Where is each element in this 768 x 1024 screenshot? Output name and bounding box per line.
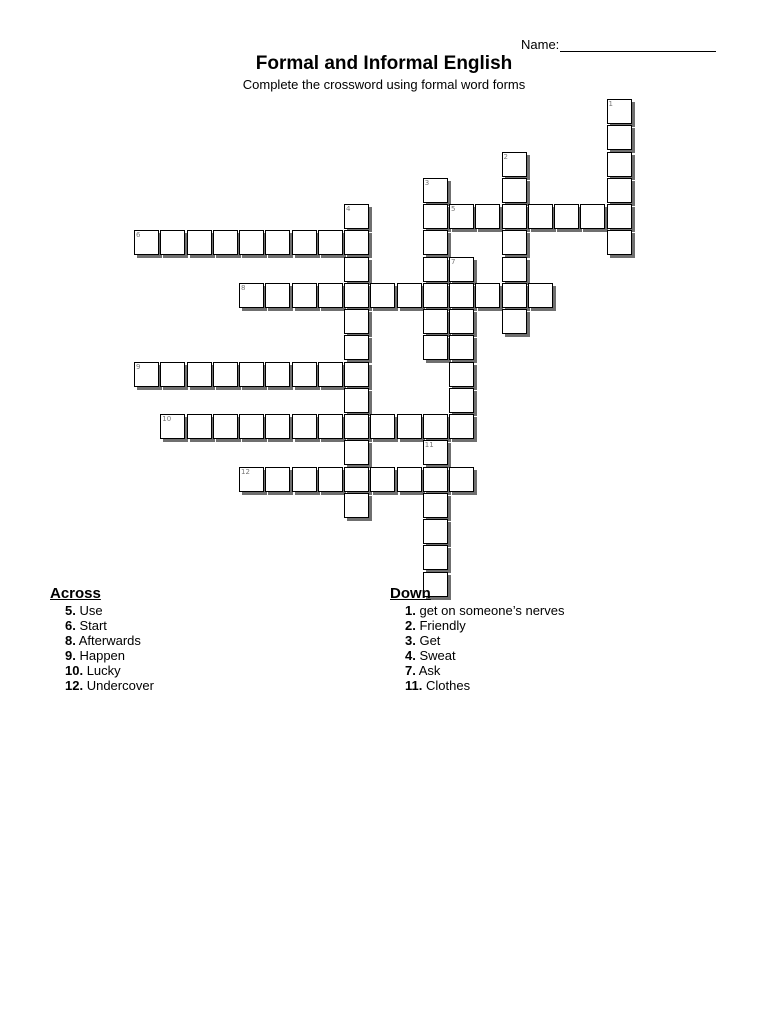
crossword-cell[interactable] xyxy=(344,257,369,282)
crossword-cell[interactable] xyxy=(187,362,212,387)
clue-across: 9. Happen xyxy=(65,648,126,663)
crossword-cell[interactable] xyxy=(528,283,553,308)
crossword-cell[interactable] xyxy=(449,204,474,229)
crossword-cell[interactable] xyxy=(423,467,448,492)
crossword-cell[interactable] xyxy=(449,388,474,413)
down-clues xyxy=(390,585,565,693)
crossword-cell[interactable] xyxy=(265,362,290,387)
crossword-cell[interactable] xyxy=(397,283,422,308)
crossword-cell[interactable] xyxy=(344,204,369,229)
crossword-cell[interactable] xyxy=(318,230,343,255)
clue-across: 5. Use xyxy=(65,603,103,618)
across-clues xyxy=(50,585,154,693)
clue-number: 7 xyxy=(451,257,456,266)
crossword-cell[interactable] xyxy=(239,362,264,387)
crossword-cell[interactable] xyxy=(292,283,317,308)
crossword-cell[interactable] xyxy=(187,414,212,439)
crossword-cell[interactable] xyxy=(160,362,185,387)
crossword-cell[interactable] xyxy=(134,230,159,255)
crossword-cell[interactable] xyxy=(397,467,422,492)
clue-number: 6 xyxy=(136,231,141,240)
crossword-cell[interactable] xyxy=(318,467,343,492)
crossword-cell[interactable] xyxy=(265,283,290,308)
crossword-cell[interactable] xyxy=(344,388,369,413)
crossword-cell[interactable] xyxy=(344,440,369,465)
crossword-cell[interactable] xyxy=(318,283,343,308)
crossword-cell[interactable] xyxy=(318,362,343,387)
crossword-cell[interactable] xyxy=(502,230,527,255)
crossword-cell[interactable] xyxy=(502,204,527,229)
crossword-cell[interactable] xyxy=(344,309,369,334)
crossword-cell[interactable] xyxy=(449,283,474,308)
clue-down: 2. Friendly xyxy=(405,618,466,633)
crossword-cell[interactable] xyxy=(160,230,185,255)
clue-number: 4 xyxy=(346,205,351,213)
across-heading: Across xyxy=(50,585,101,602)
crossword-cell[interactable] xyxy=(423,204,448,229)
crossword-cell[interactable] xyxy=(370,414,395,439)
crossword-cell[interactable] xyxy=(502,152,527,177)
clue-down: 11. Clothes xyxy=(405,678,471,693)
clue-number: 12 xyxy=(241,467,250,476)
crossword-cell[interactable] xyxy=(449,257,474,282)
crossword-cell[interactable] xyxy=(213,362,238,387)
crossword-cell[interactable] xyxy=(528,204,553,229)
crossword-cell[interactable] xyxy=(423,178,448,203)
crossword-cell[interactable] xyxy=(187,230,212,255)
page-subtitle: Complete the crossword using formal word forms xyxy=(242,77,526,92)
crossword-cell[interactable] xyxy=(344,467,369,492)
crossword-cell[interactable] xyxy=(397,414,422,439)
clue-number: 8 xyxy=(241,283,246,292)
crossword-cell[interactable] xyxy=(449,309,474,334)
crossword-cell[interactable] xyxy=(449,362,474,387)
crossword-cell[interactable] xyxy=(292,230,317,255)
clue-number: 5 xyxy=(451,205,456,213)
crossword-cell[interactable] xyxy=(423,230,448,255)
crossword-cell[interactable] xyxy=(239,230,264,255)
crossword-cell[interactable] xyxy=(580,204,605,229)
down-heading: Down xyxy=(390,585,431,602)
crossword-cell[interactable] xyxy=(292,414,317,439)
crossword-cell[interactable] xyxy=(449,467,474,492)
clue-number: 2 xyxy=(503,152,508,161)
crossword-cell[interactable] xyxy=(423,545,448,570)
crossword-cell[interactable] xyxy=(239,283,264,308)
crossword-cell[interactable] xyxy=(607,204,632,229)
crossword-cell[interactable] xyxy=(239,467,264,492)
clue-down: 4. Sweat xyxy=(405,648,456,663)
crossword-cell[interactable] xyxy=(292,362,317,387)
crossword-cell[interactable] xyxy=(344,283,369,308)
crossword-cell[interactable] xyxy=(318,414,343,439)
crossword-cell[interactable] xyxy=(344,414,369,439)
crossword-cell[interactable] xyxy=(607,99,632,124)
clue-number: 10 xyxy=(162,415,172,423)
crossword-cell[interactable] xyxy=(502,257,527,282)
crossword-cell[interactable] xyxy=(160,414,185,439)
crossword-cell[interactable] xyxy=(607,178,632,203)
crossword-cell[interactable] xyxy=(344,230,369,255)
crossword-cell[interactable] xyxy=(502,283,527,308)
crossword-cell[interactable] xyxy=(423,257,448,282)
crossword-cell[interactable] xyxy=(449,414,474,439)
clue-number: 11 xyxy=(424,441,434,450)
clue-down: 7. Ask xyxy=(405,663,441,678)
crossword-cell[interactable] xyxy=(370,467,395,492)
crossword-cell[interactable] xyxy=(607,230,632,255)
clue-number: 1 xyxy=(608,100,613,108)
clue-down: 3. Get xyxy=(405,633,441,648)
clue-across: 8. Afterwards xyxy=(65,633,141,648)
name-label: Name: xyxy=(521,37,560,52)
crossword-cell[interactable] xyxy=(423,414,448,439)
page-title: Formal and Informal English xyxy=(255,53,513,74)
clue-down: 1. get on someone’s nerves xyxy=(405,603,565,618)
crossword-cell[interactable] xyxy=(502,309,527,334)
crossword-cell[interactable] xyxy=(423,440,448,465)
crossword-cell[interactable] xyxy=(370,283,395,308)
clue-across: 10. Lucky xyxy=(65,663,121,678)
crossword-cell[interactable] xyxy=(607,152,632,177)
crossword-cell[interactable] xyxy=(423,309,448,334)
crossword-cell[interactable] xyxy=(239,414,264,439)
crossword-cell[interactable] xyxy=(213,414,238,439)
crossword-cell[interactable] xyxy=(423,519,448,544)
crossword-cell[interactable] xyxy=(265,414,290,439)
crossword-cell[interactable] xyxy=(475,204,500,229)
crossword-cell[interactable] xyxy=(265,230,290,255)
crossword-cell[interactable] xyxy=(265,467,290,492)
crossword-cell[interactable] xyxy=(213,230,238,255)
clue-across: 12. Undercover xyxy=(65,678,154,693)
crossword-cell[interactable] xyxy=(475,283,500,308)
crossword-cell[interactable] xyxy=(423,493,448,518)
clue-number: 9 xyxy=(136,362,141,371)
crossword-cell[interactable] xyxy=(344,493,369,518)
crossword-cell[interactable] xyxy=(344,335,369,360)
crossword-cell[interactable] xyxy=(134,362,159,387)
crossword-cell[interactable] xyxy=(344,362,369,387)
crossword-cell[interactable] xyxy=(449,335,474,360)
crossword-cell[interactable] xyxy=(607,125,632,150)
crossword-cell[interactable] xyxy=(554,204,579,229)
crossword-cell[interactable] xyxy=(423,283,448,308)
crossword-cell[interactable] xyxy=(292,467,317,492)
clue-across: 6. Start xyxy=(65,618,107,633)
clue-number: 3 xyxy=(424,178,430,187)
crossword-cell[interactable] xyxy=(502,178,527,203)
crossword-cell[interactable] xyxy=(423,335,448,360)
